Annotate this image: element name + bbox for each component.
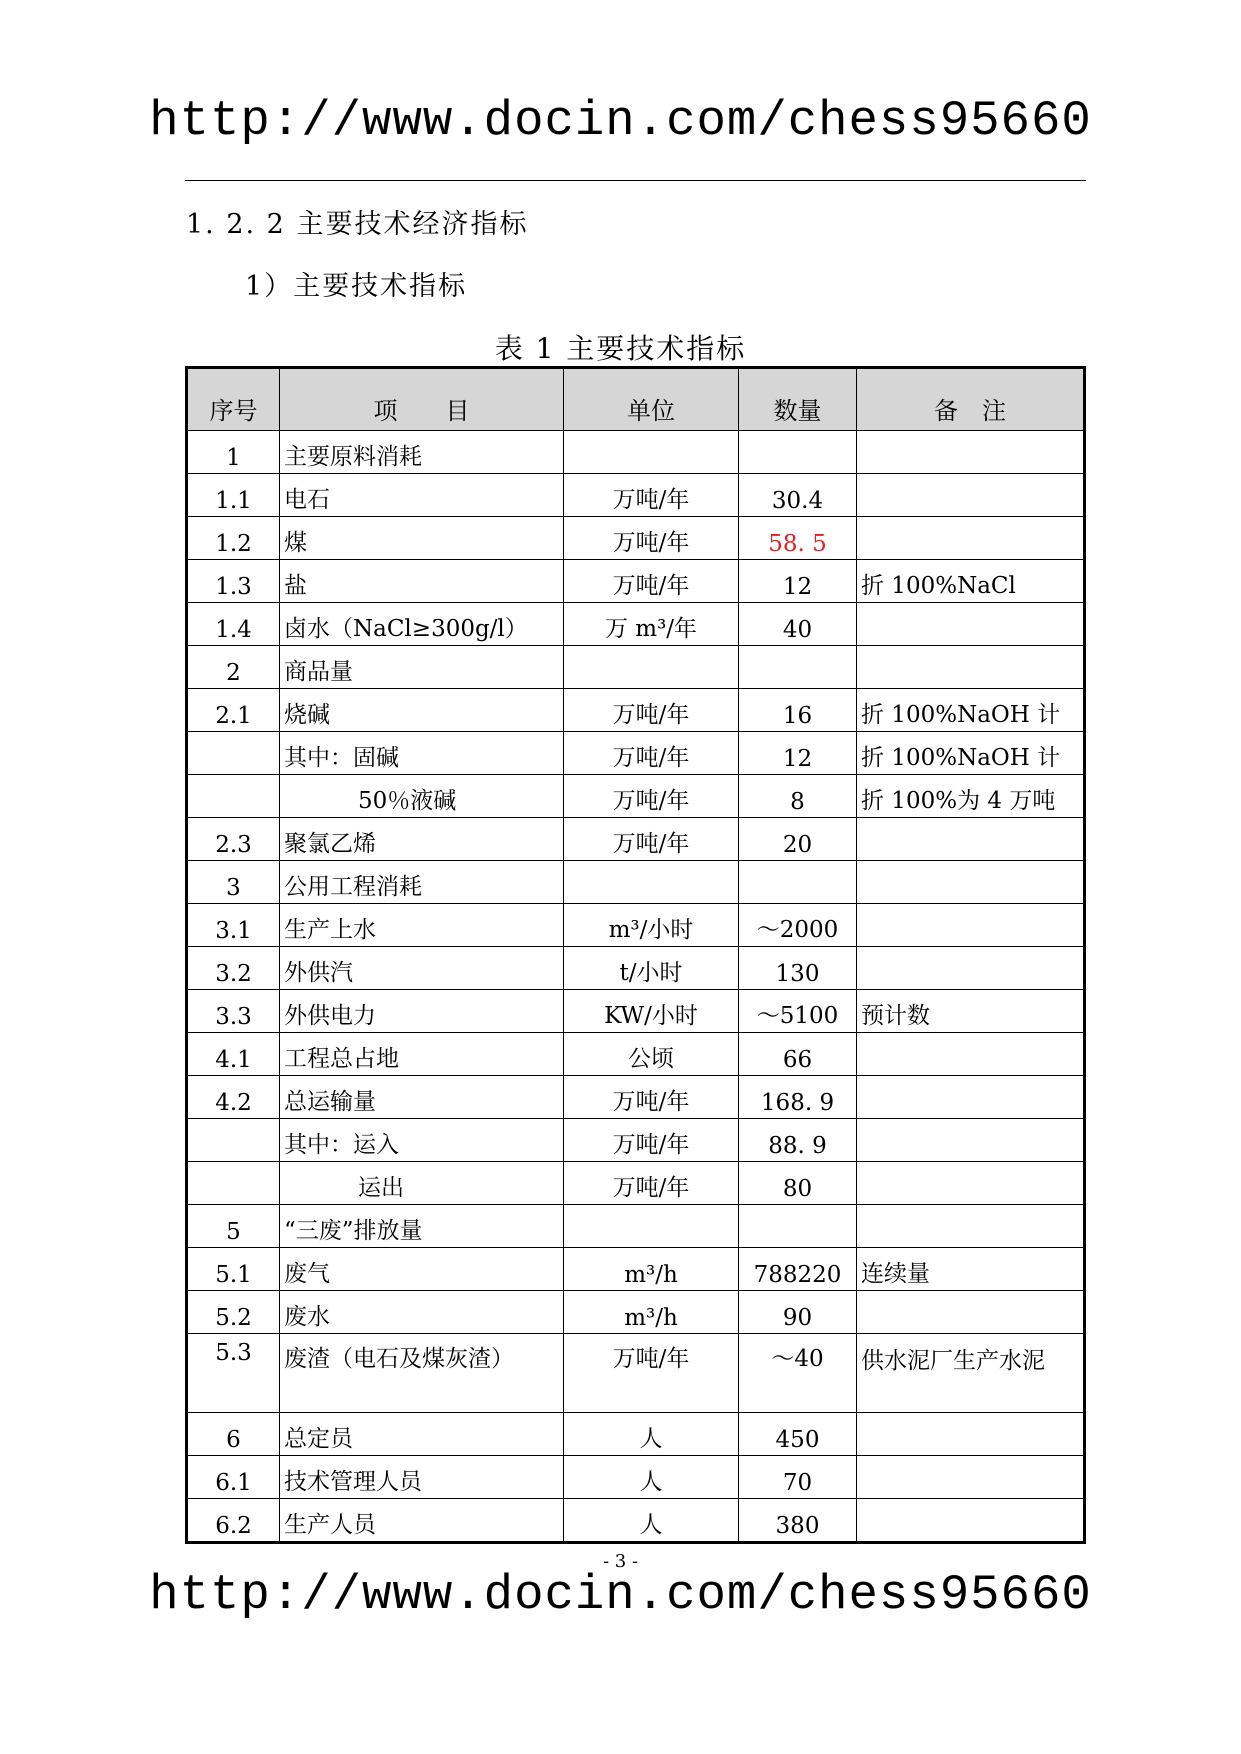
table-row — [187, 517, 1085, 560]
table-row — [187, 1456, 1085, 1499]
row-quantity: ～2000 — [739, 904, 857, 947]
row-unit: 万吨/年 — [564, 732, 739, 775]
row-item: “三废”排放量 — [280, 1205, 564, 1248]
table-row — [187, 1248, 1085, 1291]
row-number: 1.4 — [187, 603, 280, 646]
row-unit: 人 — [564, 1413, 739, 1456]
row-number: 3 — [187, 861, 280, 904]
row-unit: 人 — [564, 1499, 739, 1543]
row-number: 5.1 — [187, 1248, 280, 1291]
row-item: 废水 — [280, 1291, 564, 1334]
row-unit — [564, 431, 739, 474]
row-quantity: ～40 — [739, 1334, 857, 1413]
row-unit — [564, 646, 739, 689]
row-item: 商品量 — [280, 646, 564, 689]
row-quantity: 58. 5 — [739, 517, 857, 560]
row-quantity: 130 — [739, 947, 857, 990]
row-unit: 万吨/年 — [564, 1334, 739, 1413]
table-row — [187, 1119, 1085, 1162]
row-note — [857, 1076, 1085, 1119]
table-row — [187, 1205, 1085, 1248]
header-divider — [185, 180, 1086, 181]
row-number — [187, 1162, 280, 1205]
header-url: http://www.docin.com/chess95660 — [149, 93, 1092, 149]
row-item: 煤 — [280, 517, 564, 560]
table-row — [187, 1076, 1085, 1119]
table-header-row — [187, 368, 1085, 431]
row-quantity: 30.4 — [739, 474, 857, 517]
row-quantity: 40 — [739, 603, 857, 646]
row-number: 6.2 — [187, 1499, 280, 1543]
row-quantity: 80 — [739, 1162, 857, 1205]
row-note — [857, 431, 1085, 474]
row-quantity — [739, 431, 857, 474]
row-number: 1.1 — [187, 474, 280, 517]
row-number: 2.1 — [187, 689, 280, 732]
row-item: 50％液碱 — [280, 775, 564, 818]
row-quantity: 380 — [739, 1499, 857, 1543]
row-quantity: 12 — [739, 560, 857, 603]
row-note — [857, 1499, 1085, 1543]
table-row — [187, 603, 1085, 646]
row-quantity: 88. 9 — [739, 1119, 857, 1162]
row-quantity — [739, 646, 857, 689]
row-unit: 万 m³/年 — [564, 603, 739, 646]
row-unit — [564, 861, 739, 904]
row-unit: m³/h — [564, 1248, 739, 1291]
row-number: 2.3 — [187, 818, 280, 861]
row-unit: 万吨/年 — [564, 560, 739, 603]
row-quantity: 12 — [739, 732, 857, 775]
table-row — [187, 990, 1085, 1033]
row-item: 总运输量 — [280, 1076, 564, 1119]
row-note — [857, 947, 1085, 990]
table-row — [187, 474, 1085, 517]
row-number: 3.2 — [187, 947, 280, 990]
header-unit: 单位 — [564, 368, 739, 431]
row-number: 1.3 — [187, 560, 280, 603]
table-row — [187, 1162, 1085, 1205]
row-item: 废气 — [280, 1248, 564, 1291]
table-row — [187, 1291, 1085, 1334]
table-row — [187, 560, 1085, 603]
row-number: 4.1 — [187, 1033, 280, 1076]
row-note — [857, 1033, 1085, 1076]
header-note: 备 注 — [857, 368, 1085, 431]
row-number: 4.2 — [187, 1076, 280, 1119]
row-note — [857, 1162, 1085, 1205]
row-note: 折 100%NaOH 计 — [857, 689, 1085, 732]
row-note: 折 100%为 4 万吨 — [857, 775, 1085, 818]
row-quantity: 450 — [739, 1413, 857, 1456]
table-row — [187, 818, 1085, 861]
row-item: 总定员 — [280, 1413, 564, 1456]
row-number: 6.1 — [187, 1456, 280, 1499]
row-number: 5.2 — [187, 1291, 280, 1334]
row-note: 供水泥厂生产水泥 — [857, 1334, 1085, 1413]
row-unit: 万吨/年 — [564, 775, 739, 818]
header-quantity: 数量 — [739, 368, 857, 431]
row-number: 5 — [187, 1205, 280, 1248]
row-note — [857, 474, 1085, 517]
row-quantity: 788220 — [739, 1248, 857, 1291]
row-item: 烧碱 — [280, 689, 564, 732]
row-item: 公用工程消耗 — [280, 861, 564, 904]
row-number: 3.3 — [187, 990, 280, 1033]
footer-url: http://www.docin.com/chess95660 — [149, 1567, 1092, 1623]
row-quantity: 70 — [739, 1456, 857, 1499]
row-unit: KW/小时 — [564, 990, 739, 1033]
row-item: 卤水（NaCl≥300g/l） — [280, 603, 564, 646]
row-note — [857, 1456, 1085, 1499]
row-item: 聚氯乙烯 — [280, 818, 564, 861]
row-number — [187, 732, 280, 775]
row-note — [857, 1119, 1085, 1162]
row-item: 外供汽 — [280, 947, 564, 990]
row-note — [857, 1291, 1085, 1334]
subsection-heading: 1）主要技术指标 — [245, 271, 468, 302]
table-row — [187, 431, 1085, 474]
row-number: 1 — [187, 431, 280, 474]
table-caption: 表 1 主要技术指标 — [494, 332, 747, 365]
section-heading: 1. 2. 2 主要技术经济指标 — [186, 209, 529, 240]
row-note — [857, 603, 1085, 646]
table-row — [187, 689, 1085, 732]
row-item: 生产上水 — [280, 904, 564, 947]
table-row — [187, 775, 1085, 818]
row-number: 1.2 — [187, 517, 280, 560]
row-item: 技术管理人员 — [280, 1456, 564, 1499]
row-item: 盐 — [280, 560, 564, 603]
row-note — [857, 861, 1085, 904]
row-item: 工程总占地 — [280, 1033, 564, 1076]
row-unit: m³/小时 — [564, 904, 739, 947]
table-row — [187, 732, 1085, 775]
row-quantity: ～5100 — [739, 990, 857, 1033]
row-number: 5.3 — [187, 1334, 280, 1413]
row-item: 废渣（电石及煤灰渣） — [280, 1334, 564, 1413]
row-note — [857, 646, 1085, 689]
row-unit: 万吨/年 — [564, 1119, 739, 1162]
row-note — [857, 1205, 1085, 1248]
row-quantity: 90 — [739, 1291, 857, 1334]
table-row — [187, 1033, 1085, 1076]
table-row — [187, 947, 1085, 990]
table-row — [187, 1413, 1085, 1456]
table-row — [187, 861, 1085, 904]
row-note — [857, 1413, 1085, 1456]
row-unit: 万吨/年 — [564, 1162, 739, 1205]
row-number: 2 — [187, 646, 280, 689]
row-note: 折 100%NaOH 计 — [857, 732, 1085, 775]
row-number — [187, 775, 280, 818]
row-unit: 公顷 — [564, 1033, 739, 1076]
row-quantity — [739, 1205, 857, 1248]
row-note: 折 100%NaCl — [857, 560, 1085, 603]
row-unit: 万吨/年 — [564, 517, 739, 560]
row-note — [857, 818, 1085, 861]
table-row — [187, 1499, 1085, 1543]
row-number: 6 — [187, 1413, 280, 1456]
row-quantity: 8 — [739, 775, 857, 818]
header-no: 序号 — [187, 368, 280, 431]
row-note: 预计数 — [857, 990, 1085, 1033]
row-unit: 万吨/年 — [564, 818, 739, 861]
row-quantity: 20 — [739, 818, 857, 861]
table-row — [187, 904, 1085, 947]
row-unit: t/小时 — [564, 947, 739, 990]
row-note — [857, 904, 1085, 947]
row-item: 主要原料消耗 — [280, 431, 564, 474]
row-item: 生产人员 — [280, 1499, 564, 1543]
row-number: 3.1 — [187, 904, 280, 947]
row-unit: 万吨/年 — [564, 1076, 739, 1119]
row-note — [857, 517, 1085, 560]
row-item: 电石 — [280, 474, 564, 517]
row-item: 其中：运入 — [280, 1119, 564, 1162]
row-quantity: 66 — [739, 1033, 857, 1076]
row-note: 连续量 — [857, 1248, 1085, 1291]
row-unit: 万吨/年 — [564, 474, 739, 517]
row-number — [187, 1119, 280, 1162]
row-item: 其中：固碱 — [280, 732, 564, 775]
row-quantity: 16 — [739, 689, 857, 732]
row-unit: 万吨/年 — [564, 689, 739, 732]
table-row — [187, 646, 1085, 689]
row-unit: 人 — [564, 1456, 739, 1499]
header-item: 项 目 — [280, 368, 564, 431]
technical-indicators-table — [185, 366, 1086, 1544]
row-quantity: 168. 9 — [739, 1076, 857, 1119]
row-unit — [564, 1205, 739, 1248]
page-number: - 3 - — [602, 1551, 639, 1572]
table-row — [187, 1334, 1085, 1413]
row-item: 外供电力 — [280, 990, 564, 1033]
row-quantity — [739, 861, 857, 904]
row-unit: m³/h — [564, 1291, 739, 1334]
row-item: 运出 — [280, 1162, 564, 1205]
